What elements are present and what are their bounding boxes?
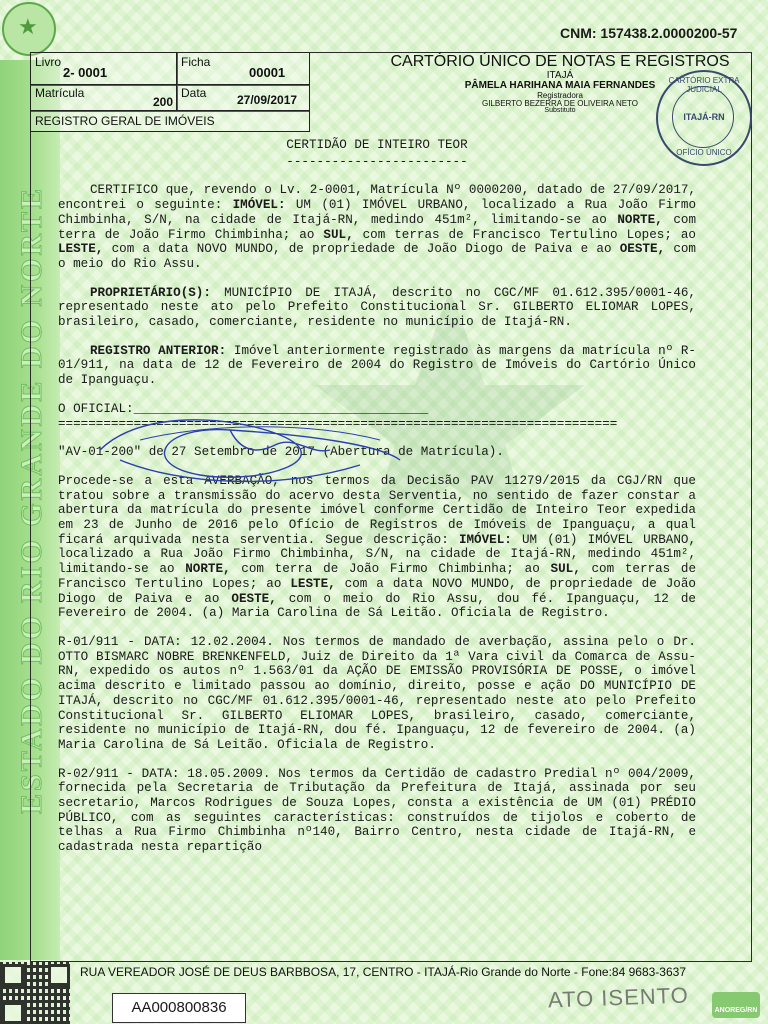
certificate-body	[58, 138, 696, 869]
registradora-role: Registradora	[537, 91, 583, 100]
substituto-name: GILBERTO BEZERRA DE OLIVEIRA NETO	[481, 99, 639, 108]
side-state-text: ESTADO DO RIO GRANDE DO NORTE	[15, 186, 48, 814]
seal-bottom-text: OFÍCIO ÚNICO	[676, 148, 732, 157]
seal-top-text: CARTÓRIO EXTRA JUDICIAL	[668, 76, 740, 94]
livro-box	[30, 52, 178, 86]
double-rule: ==========================================================================	[58, 416, 618, 431]
paragraph-certifico: CERTIFICO que, revendo o Lv. 2-0001, Matrícula Nº 0000200, datado de 27/09/2017, encontrei o seguinte: IMÓVEL: UM (01) IMÓVEL URBANO, localizado a Rua João Firmo Chimbinha, S/N, na cidade de Itajá-RN, medindo 451m², limitando-se ao NORTE, com terra de João Firmo Chimbinha; ao SUL, com terras de Francisco Tertulino Lopes; ao LESTE, com a data NOVO MUNDO, de propriedade de João Diogo de Paiva e ao OESTE, com o meio do Rio Assu.	[58, 183, 697, 271]
livro-label: Livro	[35, 55, 62, 69]
footer-address: RUA VEREADOR JOSÉ DE DEUS BARBBOSA, 17, CENTRO - ITAJÁ-Rio Grande do Norte - Fone:84 9683-3637	[80, 965, 686, 979]
data-box	[176, 84, 310, 112]
data-value: 27/09/2017	[237, 93, 298, 107]
registro-geral-label: REGISTRO GERAL DE IMÓVEIS	[35, 114, 215, 128]
registradora-name: PÂMELA HARIHANA MAIA FERNANDES	[464, 80, 656, 91]
data-label: Data	[181, 86, 207, 100]
paragraph-r02: R-02/911 - DATA: 18.05.2009. Nos termos da Certidão de cadastro Predial nº 004/2009, fornecida pela Secretaria de Tributação da Prefeitura de Itajá, assinada por seu secretario, Marcos Rodrigues de Souza Lopes, consta a existência de UM (01) PRÉDIO PÚBLICO, com as seguintes características: construídos de tijolos e coberto de telhas a Rua Firmo Chimbinha nº140, Bairro Centro, nesta cidade de Itajá-RN, e cadastrada nesta repartição	[58, 766, 696, 855]
office-city: ITAJÁ	[546, 70, 574, 81]
handwritten-signature-icon	[80, 405, 410, 495]
serial-number: AA000800836	[112, 993, 246, 1023]
title-underline: ------------------------	[286, 154, 468, 169]
qr-code-icon	[0, 962, 70, 1024]
ficha-label: Ficha	[181, 55, 211, 69]
anoreg-logo: ANOREG/RN	[712, 992, 760, 1018]
matricula-box	[30, 84, 178, 112]
certificate-title: CERTIDÃO DE INTEIRO TEOR	[286, 138, 468, 152]
office-title: CARTÓRIO ÚNICO DE NOTAS E REGISTROS	[390, 53, 730, 70]
matricula-value: 200	[153, 95, 174, 109]
seal-middle-text: ITAJÁ-RN	[683, 112, 725, 122]
ficha-value: 00001	[249, 65, 286, 80]
state-emblem-icon: ★	[2, 2, 56, 56]
livro-value: 2- 0001	[63, 65, 108, 80]
paragraph-averbacao: Procede-se a esta AVERBAÇÃO, nos termos da Decisão PAV 11279/2015 da CGJ/RN que tratou sobre a transmissão do acervo desta Serventia, no sentido de fazer constar a abertura da matrícula do presente imóvel conforme Certidão de Inteiro Teor expedida em 23 de Junho de 2016 pelo Ofício de Registros de Imóveis de Ipanguaçu, a qual ficará arquivada nesta serventia. Segue descrição: IMÓVEL: UM (01) IMÓVEL URBANO, localizado a Rua João Firmo Chimbinha, S/N, na cidade de Itajá-RN, medindo 451m², limitando-se ao NORTE, com terra de João Firmo Chimbinha; ao SUL, com terras de Francisco Tertulino Lopes; ao LESTE, com a data NOVO MUNDO, de propriedade de João Diogo de Paiva e ao OESTE, com o meio do Rio Assu, dou fé. Ipanguaçu, 12 de Fevereiro de 2004. (a) Maria Carolina de Sá Leitão. Oficiala de Registro.	[58, 473, 696, 621]
paragraph-proprietarios: PROPRIETÁRIO(S): MUNICÍPIO DE ITAJÁ, descrito no CGC/MF 01.612.395/0001-46, representado neste ato pelo Prefeito Constitucional Sr. GILBERTO ELIOMAR LOPES, brasileiro, casado, comerciante, residente no município de Itajá-RN.	[58, 285, 696, 330]
ficha-box	[176, 52, 310, 86]
paragraph-r01: R-01/911 - DATA: 12.02.2004. Nos termos de mandado de averbação, assina pelo o Dr. OTTO BISMARC NOBRE BRENKENFELD, Juiz de Direito da 1ª Vara civil da Comarca de Assu-RN, expedido os autos nº 1.563/01 da AÇÃO DE EMISSÃO PROVISÓRIA DE POSSE, o imóvel acima descrito e limitado passou ao domínio, direito, posse e ação DO MUNICÍPIO DE ITAJÁ, descrito no CGC/MF 01.612.395/0001-46, representado neste ato pelo Prefeito Constitucional Sr. GILBERTO ELIOMAR LOPES, brasileiro, casado, comerciante, residente no município de Itajá-RN, dou fé. Ipanguaçu, 12 de fevereiro de 2004. (a) Maria Carolina de Sá Leitão. Oficiala de Registro.	[58, 634, 696, 752]
av-title: "AV-01-200" de 27 Setembro de 2017 (Abertura de Matrícula).	[58, 445, 504, 460]
registro-box	[30, 110, 310, 132]
oficial-signature-line: O OFICIAL:_______________________________________	[58, 401, 429, 416]
ato-isento-stamp: ATO ISENTO	[547, 982, 690, 1013]
matricula-label: Matrícula	[35, 86, 85, 100]
cnm-code: CNM: 157438.2.0000200-57	[560, 25, 738, 41]
substituto-role: Substituto	[544, 107, 576, 114]
paragraph-registro-anterior: REGISTRO ANTERIOR: Imóvel anteriormente registrado às margens da matrícula nº R-01/911, na data de 12 de Fevereiro de 2004 do Registro de Imóveis do Cartório Único de Ipanguaçu.	[58, 343, 696, 388]
